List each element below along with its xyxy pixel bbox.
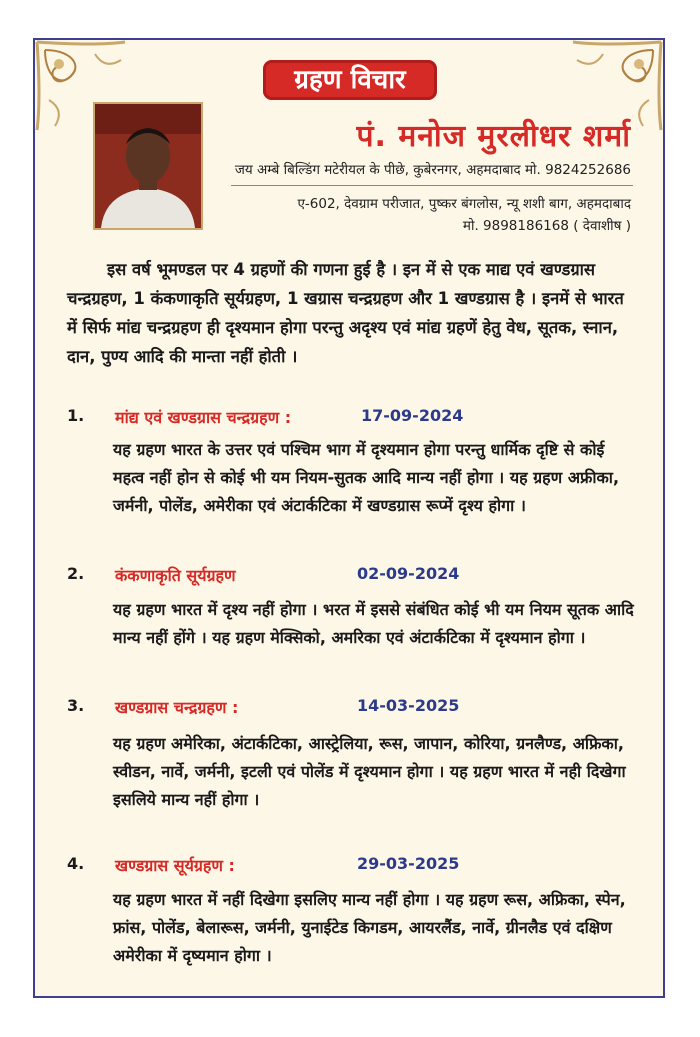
intro-paragraph: इस वर्ष भूमण्डल पर 4 ग्रहणों की गणना हुई है । इन में से एक माद्य एवं खण्डग्रास चन्द्रग्रहण, 1 कंकणाकृति सूर्यग्रहण, 1 खग्रास चन्द्रग्रहण और 1 खण्डग्रास है । इनमें से भारत में सिर्फ मांद्य चन्द्रग्रहण ही दृश्यमान होगा परन्तु अदृश्य एवं मांद्य ग्रहणें हेतु वेध, सूतक, स्नान, दान, पुण्य आदि की मान्ता नहीं होती । <box>67 260 624 366</box>
item-2-text: यह ग्रहण भारत में दृश्य नहीं होगा । भरत में इससे संबंधित कोई भी यम नियम सूतक आदि मान्य नहीं होंगे । यह ग्रहण मेक्सिको, अमरिका एवं अंटार्कटिका में दृश्यमान होगा । <box>113 600 634 647</box>
item-1-text: यह ग्रहण भारत के उत्तर एवं पश्चिम भाग में दृश्यमान होगा परन्तु धार्मिक दृष्टि से कोई महत्व नहीं होन से कोई भी यम नियम-सुतक आदि मान्य नहीं होगा । यह ग्रहण अफ्रीका, जर्मनी, पोलेंड, अमेरीका एवं अंटार्कटिका में खण्डग्रास रूप्में दृश्य होगा । <box>113 440 620 515</box>
item-1-number: 1. <box>67 406 85 425</box>
item-3-date: 14-03-2025 <box>357 696 460 715</box>
item-1-label: मांद्य एवं खण्डग्रास चन्द्रग्रहण : <box>115 408 292 427</box>
author-photo <box>93 102 203 230</box>
item-2-date: 02-09-2024 <box>357 564 460 583</box>
poster-frame <box>33 38 665 998</box>
item-3-number: 3. <box>67 696 85 715</box>
item-1-date: 17-09-2024 <box>361 406 464 425</box>
title-badge: ग्रहण विचार <box>263 60 437 100</box>
item-4-text: यह ग्रहण भारत में नहीं दिखेगा इसलिए मान्य नहीं होगा । यह ग्रहण रूस, अफ्रिका, स्पेन, फ्रांस, पोलेंड, बेलारूस, जर्मनी, युनाईटेड किगडम, आयरलैंड, नार्वे, ग्रीनलैड एवं दक्षिण अमेरीका में दृष्यमान होगा । <box>113 890 626 965</box>
item-4-number: 4. <box>67 854 85 873</box>
address-line-1: जय अम्बे बिल्डिंग मटेरीयल के पीछे, कुबेरनगर, अहमदाबाद मो. 9824252686 <box>234 162 631 178</box>
address-line-2: ए-602, देवग्राम परीजात, पुष्कर बंगलोस, न्यू शशी बाग, अहमदाबाद <box>297 196 631 212</box>
item-1-heading <box>67 406 637 434</box>
item-3-label: खण्डग्रास चन्द्रग्रहण : <box>115 698 239 717</box>
item-4-heading <box>67 854 637 882</box>
item-4-date: 29-03-2025 <box>357 854 460 873</box>
author-name: पं. मनोज मुरलीधर शर्मा <box>356 119 631 154</box>
item-2-heading <box>67 564 637 592</box>
header-divider <box>231 185 633 186</box>
item-2-label: कंकणाकृति सूर्यग्रहण <box>115 566 236 585</box>
item-3-heading <box>67 696 637 724</box>
item-2-number: 2. <box>67 564 85 583</box>
item-4-label: खण्डग्रास सूर्यग्रहण : <box>115 856 235 875</box>
address-line-3: मो. 9898186168 ( देवाशीष ) <box>462 218 631 234</box>
item-3-text: यह ग्रहण अमेरिका, अंटार्कटिका, आस्ट्रेलिया, रूस, जापान, कोरिया, ग्रनलैण्ड, अफ्रिका, स्वीडन, नार्वे, जर्मनी, इटली एवं पोलेंड में दृश्यमान होगा । यह ग्रहण भारत में नही दिखेगा इसलिये मान्य नहीं होगा । <box>113 734 626 809</box>
portrait-icon <box>95 104 201 228</box>
